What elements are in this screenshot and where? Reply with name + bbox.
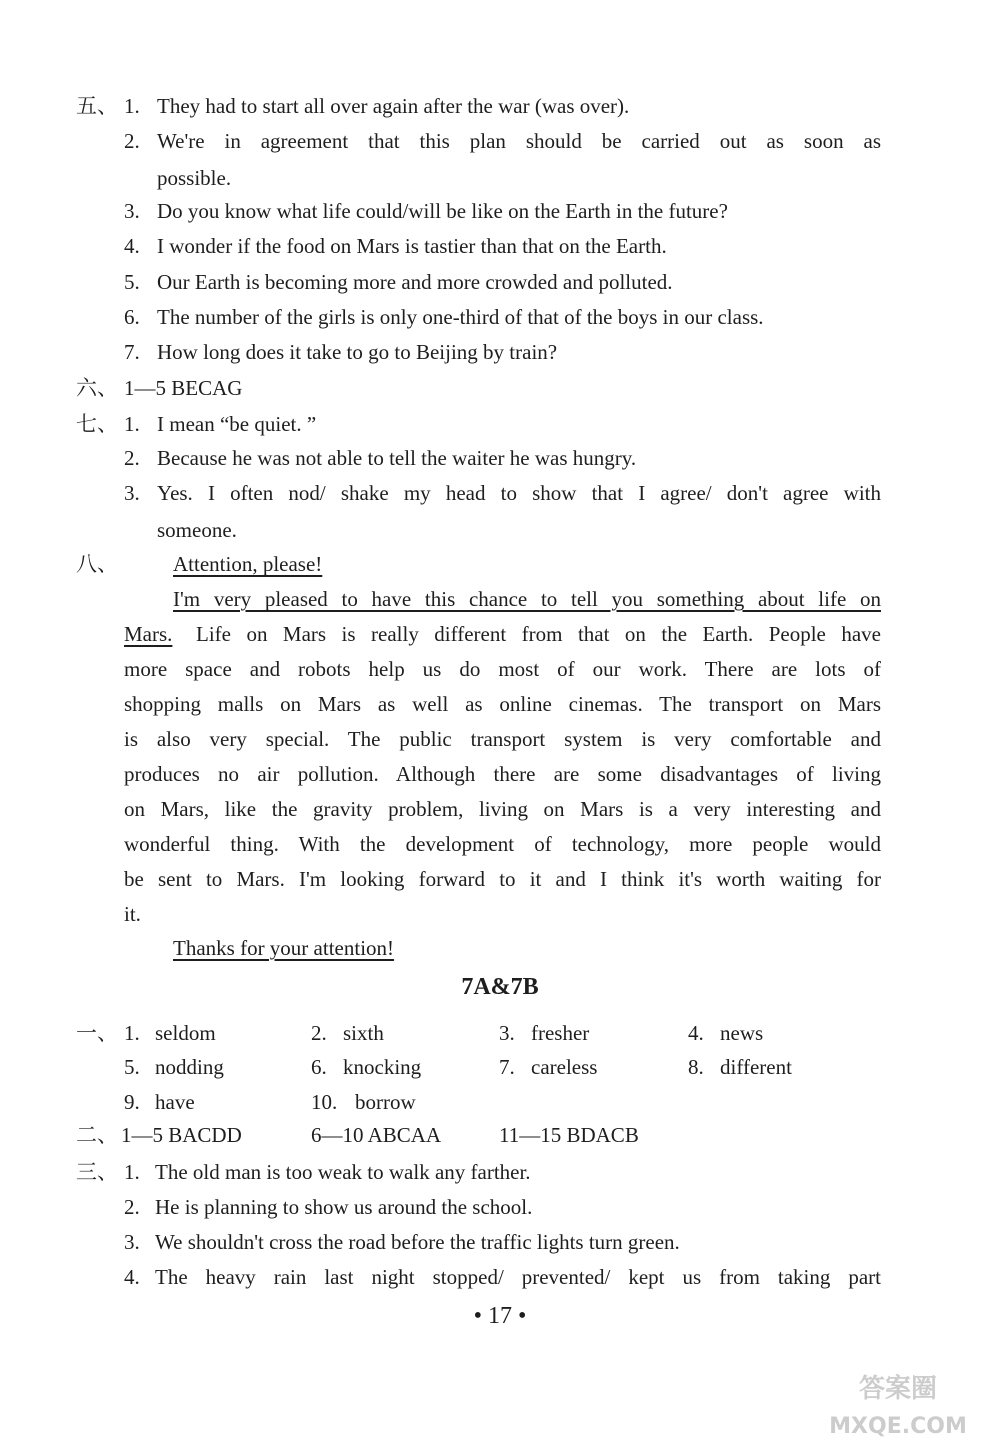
section-3-marker: 三、 — [76, 1160, 118, 1184]
section-2-marker: 二、 — [76, 1123, 118, 1147]
word-answer: knocking — [343, 1055, 422, 1079]
item-number: 3. — [124, 199, 140, 223]
answer-text: How long does it take to go to Beijing by train? — [157, 340, 558, 364]
word-answer: seldom — [155, 1021, 216, 1045]
composition-closing: Thanks for your attention! — [173, 936, 395, 960]
item-number: 4. — [124, 1265, 140, 1289]
section-5-marker: 五、 — [76, 94, 118, 118]
watermark-line2: MXQE.COM — [829, 1414, 967, 1439]
composition-line: wonderful thing. With the development of technology, more people would — [124, 832, 881, 856]
composition-line: be sent to Mars. I'm looking forward to it and I think it's worth waiting for — [124, 867, 881, 891]
item-number: 6. — [311, 1055, 327, 1079]
answer-text: I mean “be quiet. ” — [157, 412, 317, 436]
answer-text: We shouldn't cross the road before the traffic lights turn green. — [155, 1230, 680, 1254]
word-answer: have — [155, 1090, 195, 1114]
answer-text: Our Earth is becoming more and more crowded and polluted. — [157, 270, 673, 294]
word-answer: nodding — [155, 1055, 224, 1079]
word-answer: careless — [531, 1055, 598, 1079]
item-number: 2. — [124, 1195, 140, 1219]
item-number: 1. — [124, 412, 140, 436]
watermark-logo — [808, 1357, 988, 1441]
answer-text: Yes. I often nod/ shake my head to show that I agree/ don't agree with — [157, 481, 881, 505]
composition-line: is also very special. The public transport system is very comfortable and — [124, 727, 881, 751]
item-number: 3. — [124, 481, 140, 505]
answer-text: The number of the girls is only one-third of that of the boys in our class. — [157, 305, 764, 329]
item-number: 8. — [688, 1055, 704, 1079]
watermark-line1: 答案圈 — [858, 1374, 938, 1404]
answer-key: 6—10 ABCAA — [311, 1123, 442, 1147]
composition-line: on Mars, like the gravity problem, living on Mars is a very interesting and — [124, 797, 881, 821]
section-title: 7A&7B — [461, 974, 539, 1000]
answer-text: Do you know what life could/will be like on the Earth in the future? — [157, 199, 728, 223]
section-6-marker: 六、 — [76, 376, 118, 400]
item-number: 1. — [124, 1160, 140, 1184]
word-answer: sixth — [343, 1021, 384, 1045]
word-answer: borrow — [355, 1090, 416, 1114]
item-number: 3. — [124, 1230, 140, 1254]
answer-text: I wonder if the food on Mars is tastier than that on the Earth. — [157, 234, 667, 258]
item-number: 3. — [499, 1021, 515, 1045]
section-1-marker: 一、 — [76, 1021, 118, 1045]
section-8-marker: 八、 — [76, 552, 118, 576]
composition-line: it. — [124, 902, 141, 926]
composition-opening-end: Mars. — [124, 622, 173, 646]
answer-text: The old man is too weak to walk any farther. — [155, 1160, 531, 1184]
item-number: 5. — [124, 270, 140, 294]
item-number: 1. — [124, 94, 140, 118]
answer-text: He is planning to show us around the school. — [155, 1195, 533, 1219]
composition-opening: I'm very pleased to have this chance to tell you something about life on — [173, 587, 881, 611]
answer-text: We're in agreement that this plan should be carried out as soon as — [157, 129, 881, 153]
answer-text: Because he was not able to tell the waiter he was hungry. — [157, 446, 637, 470]
composition-line: produces no air pollution. Although there are some disadvantages of living — [124, 762, 881, 786]
composition-line: Life on Mars is really different from that on the Earth. People have — [196, 622, 881, 646]
section-7-marker: 七、 — [76, 412, 118, 436]
item-number: 2. — [124, 129, 140, 153]
page-number: • 17 • — [473, 1303, 527, 1329]
word-answer: different — [720, 1055, 792, 1079]
answer-text-continued: someone. — [157, 518, 237, 542]
item-number: 2. — [124, 446, 140, 470]
item-number: 2. — [311, 1021, 327, 1045]
word-answer: news — [720, 1021, 764, 1045]
item-number: 6. — [124, 305, 140, 329]
answer-text: The heavy rain last night stopped/ prevented/ kept us from taking part — [155, 1265, 881, 1289]
answer-key: 11—15 BDACB — [499, 1123, 639, 1147]
word-answer: fresher — [531, 1021, 590, 1045]
composition-title: Attention, please! — [173, 552, 323, 576]
item-number: 1. — [124, 1021, 140, 1045]
item-number: 7. — [124, 340, 140, 364]
item-number: 7. — [499, 1055, 515, 1079]
answer-key: 1—5 BECAG — [124, 376, 243, 400]
answer-text-continued: possible. — [157, 166, 232, 190]
answer-key: 1—5 BACDD — [121, 1123, 242, 1147]
answer-text: They had to start all over again after the war (was over). — [157, 94, 630, 118]
item-number: 4. — [124, 234, 140, 258]
composition-line: more space and robots help us do most of our work. There are lots of — [124, 657, 881, 681]
item-number: 4. — [688, 1021, 704, 1045]
item-number: 10. — [311, 1090, 338, 1114]
item-number: 5. — [124, 1055, 140, 1079]
composition-line: shopping malls on Mars as well as online cinemas. The transport on Mars — [124, 692, 881, 716]
item-number: 9. — [124, 1090, 140, 1114]
